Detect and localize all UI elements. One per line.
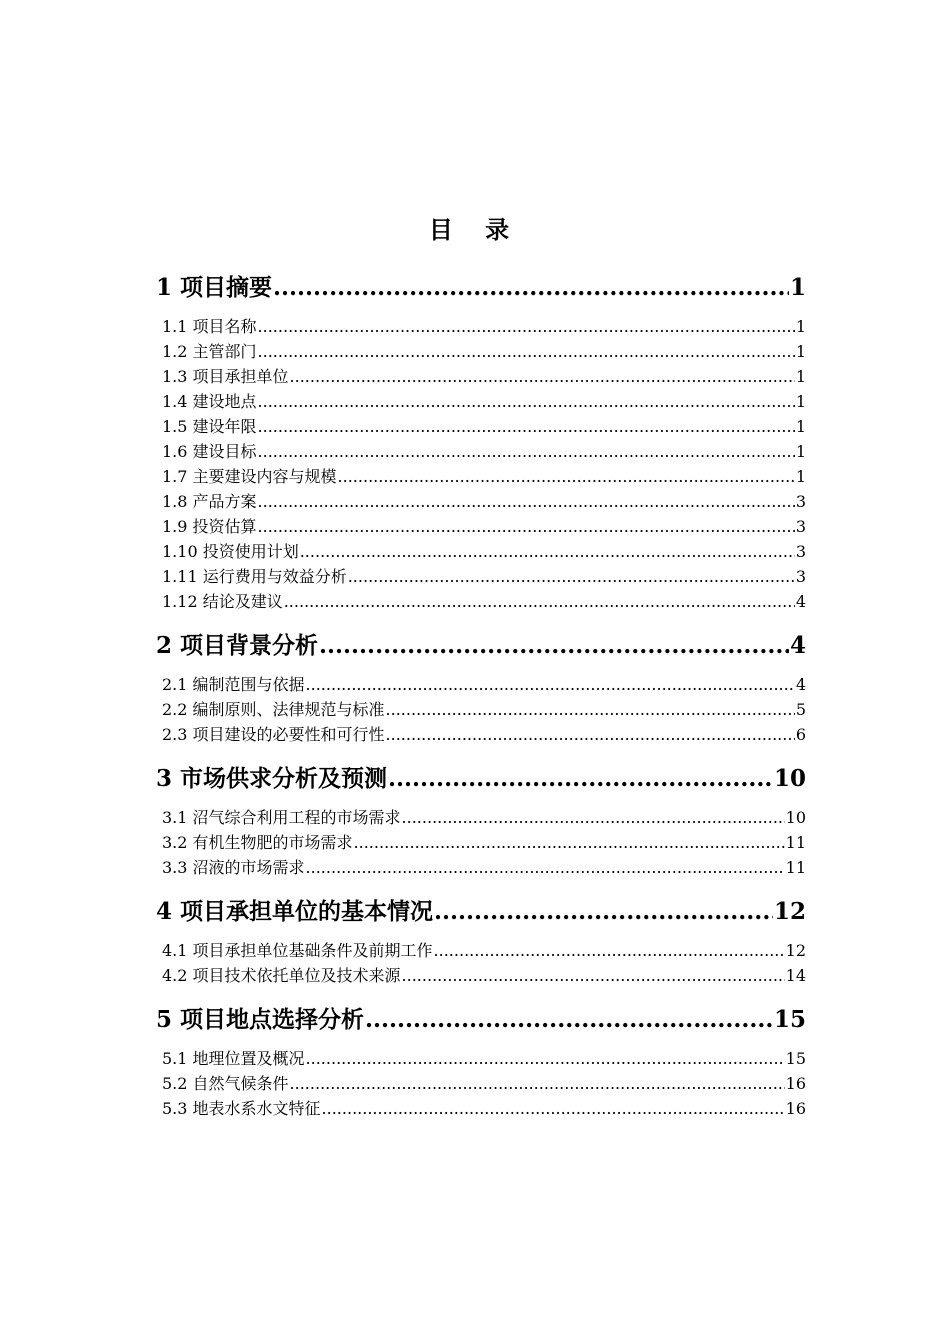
toc-section-entry[interactable] xyxy=(162,938,806,963)
section-label: 1.8 产品方案 xyxy=(162,492,257,511)
section-label: 1.3 项目承担单位 xyxy=(162,367,289,386)
section-page-number: 1 xyxy=(795,367,806,386)
section-page-number: 1 xyxy=(795,342,806,361)
toc-chapter-1[interactable] xyxy=(156,268,806,308)
dot-leader xyxy=(258,489,795,514)
dot-leader xyxy=(258,314,795,339)
section-page-number: 16 xyxy=(785,1074,806,1093)
section-page-number: 6 xyxy=(795,725,806,744)
toc-section-entry[interactable] xyxy=(162,855,806,880)
toc-section-entry[interactable] xyxy=(162,1096,806,1121)
chapter-label: 2 项目背景分析 xyxy=(156,632,319,659)
dot-leader xyxy=(388,759,773,799)
section-label: 1.9 投资估算 xyxy=(162,517,257,536)
section-page-number: 1 xyxy=(795,317,806,336)
toc-title: 目 录 xyxy=(428,215,522,244)
chapter-label: 1 项目摘要 xyxy=(156,274,273,301)
section-page-number: 4 xyxy=(795,675,806,694)
section-label: 1.11 运行费用与效益分析 xyxy=(162,567,347,586)
section-page-number: 11 xyxy=(785,858,806,877)
section-page-number: 12 xyxy=(785,941,806,960)
section-label: 5.3 地表水系水文特征 xyxy=(162,1099,321,1118)
dot-leader xyxy=(402,805,785,830)
section-page-number: 15 xyxy=(785,1049,806,1068)
toc-chapter-5[interactable] xyxy=(156,1000,806,1040)
section-label: 1.7 主要建设内容与规模 xyxy=(162,467,337,486)
toc-section-list xyxy=(156,938,806,988)
section-page-number: 11 xyxy=(785,833,806,852)
section-label: 4.1 项目承担单位基础条件及前期工作 xyxy=(162,941,433,960)
section-page-number: 5 xyxy=(795,700,806,719)
section-page-number: 1 xyxy=(795,392,806,411)
section-label: 2.3 项目建设的必要性和可行性 xyxy=(162,725,385,744)
chapter-label: 4 项目承担单位的基本情况 xyxy=(156,898,434,925)
section-label: 1.10 投资使用计划 xyxy=(162,542,299,561)
section-page-number: 3 xyxy=(795,542,806,561)
section-label: 2.2 编制原则、法律规范与标准 xyxy=(162,700,385,719)
toc-section-entry[interactable] xyxy=(162,339,806,364)
dot-leader xyxy=(306,855,785,880)
toc-section-entry[interactable] xyxy=(162,805,806,830)
toc-section-entry[interactable] xyxy=(162,364,806,389)
dot-leader xyxy=(386,722,795,747)
toc-section-entry[interactable] xyxy=(162,1071,806,1096)
toc-section-entry[interactable] xyxy=(162,830,806,855)
dot-leader xyxy=(338,464,795,489)
dot-leader xyxy=(365,1000,773,1040)
section-page-number: 1 xyxy=(795,417,806,436)
dot-leader xyxy=(306,1046,785,1071)
toc-section-entry[interactable] xyxy=(162,514,806,539)
toc-section-entry[interactable] xyxy=(162,389,806,414)
section-label: 5.1 地理位置及概况 xyxy=(162,1049,305,1068)
dot-leader xyxy=(434,892,773,932)
section-label: 2.1 编制范围与依据 xyxy=(162,675,305,694)
section-label: 1.5 建设年限 xyxy=(162,417,257,436)
section-page-number: 10 xyxy=(785,808,806,827)
dot-leader xyxy=(284,589,795,614)
dot-leader xyxy=(322,1096,785,1121)
chapter-page-number: 1 xyxy=(789,274,806,301)
toc-section-entry[interactable] xyxy=(162,439,806,464)
toc-section-entry[interactable] xyxy=(162,722,806,747)
toc-section-entry[interactable] xyxy=(162,963,806,988)
chapter-page-number: 4 xyxy=(789,632,806,659)
chapter-label: 3 市场供求分析及预测 xyxy=(156,765,388,792)
chapter-page-number: 15 xyxy=(773,1006,806,1033)
section-label: 1.1 项目名称 xyxy=(162,317,257,336)
section-label: 3.1 沼气综合利用工程的市场需求 xyxy=(162,808,401,827)
toc-section-list xyxy=(156,314,806,614)
section-page-number: 1 xyxy=(795,442,806,461)
toc-section-entry[interactable] xyxy=(162,589,806,614)
dot-leader xyxy=(354,830,785,855)
table-of-contents xyxy=(156,268,806,1127)
section-label: 1.2 主管部门 xyxy=(162,342,257,361)
dot-leader xyxy=(402,963,785,988)
toc-section-entry[interactable] xyxy=(162,489,806,514)
dot-leader xyxy=(258,439,795,464)
section-label: 3.2 有机生物肥的市场需求 xyxy=(162,833,353,852)
dot-leader xyxy=(348,564,795,589)
toc-chapter-3[interactable] xyxy=(156,759,806,799)
toc-section-entry[interactable] xyxy=(162,697,806,722)
dot-leader xyxy=(258,389,795,414)
section-page-number: 3 xyxy=(795,567,806,586)
dot-leader xyxy=(306,672,795,697)
dot-leader xyxy=(434,938,785,963)
chapter-label: 5 项目地点选择分析 xyxy=(156,1006,365,1033)
toc-section-list xyxy=(156,805,806,880)
chapter-page-number: 10 xyxy=(773,765,806,792)
section-label: 3.3 沼液的市场需求 xyxy=(162,858,305,877)
toc-section-entry[interactable] xyxy=(162,414,806,439)
toc-chapter-4[interactable] xyxy=(156,892,806,932)
section-label: 4.2 项目技术依托单位及技术来源 xyxy=(162,966,401,985)
dot-leader xyxy=(258,339,795,364)
section-page-number: 16 xyxy=(785,1099,806,1118)
toc-section-list xyxy=(156,1046,806,1121)
section-page-number: 3 xyxy=(795,517,806,536)
dot-leader xyxy=(386,697,795,722)
dot-leader xyxy=(290,364,795,389)
section-page-number: 4 xyxy=(795,592,806,611)
section-page-number: 14 xyxy=(785,966,806,985)
dot-leader xyxy=(258,514,795,539)
section-label: 1.12 结论及建议 xyxy=(162,592,283,611)
dot-leader xyxy=(319,626,789,666)
toc-section-entry[interactable] xyxy=(162,539,806,564)
toc-section-entry[interactable] xyxy=(162,672,806,697)
section-label: 5.2 自然气候条件 xyxy=(162,1074,289,1093)
toc-section-entry[interactable] xyxy=(162,464,806,489)
toc-chapter-2[interactable] xyxy=(156,626,806,666)
toc-section-entry[interactable] xyxy=(162,564,806,589)
toc-section-entry[interactable] xyxy=(162,314,806,339)
section-page-number: 3 xyxy=(795,492,806,511)
toc-section-list xyxy=(156,672,806,747)
section-page-number: 1 xyxy=(795,467,806,486)
section-label: 1.6 建设目标 xyxy=(162,442,257,461)
dot-leader xyxy=(273,268,789,308)
dot-leader xyxy=(258,414,795,439)
section-label: 1.4 建设地点 xyxy=(162,392,257,411)
chapter-page-number: 12 xyxy=(773,898,806,925)
dot-leader xyxy=(290,1071,785,1096)
dot-leader xyxy=(300,539,795,564)
toc-section-entry[interactable] xyxy=(162,1046,806,1071)
